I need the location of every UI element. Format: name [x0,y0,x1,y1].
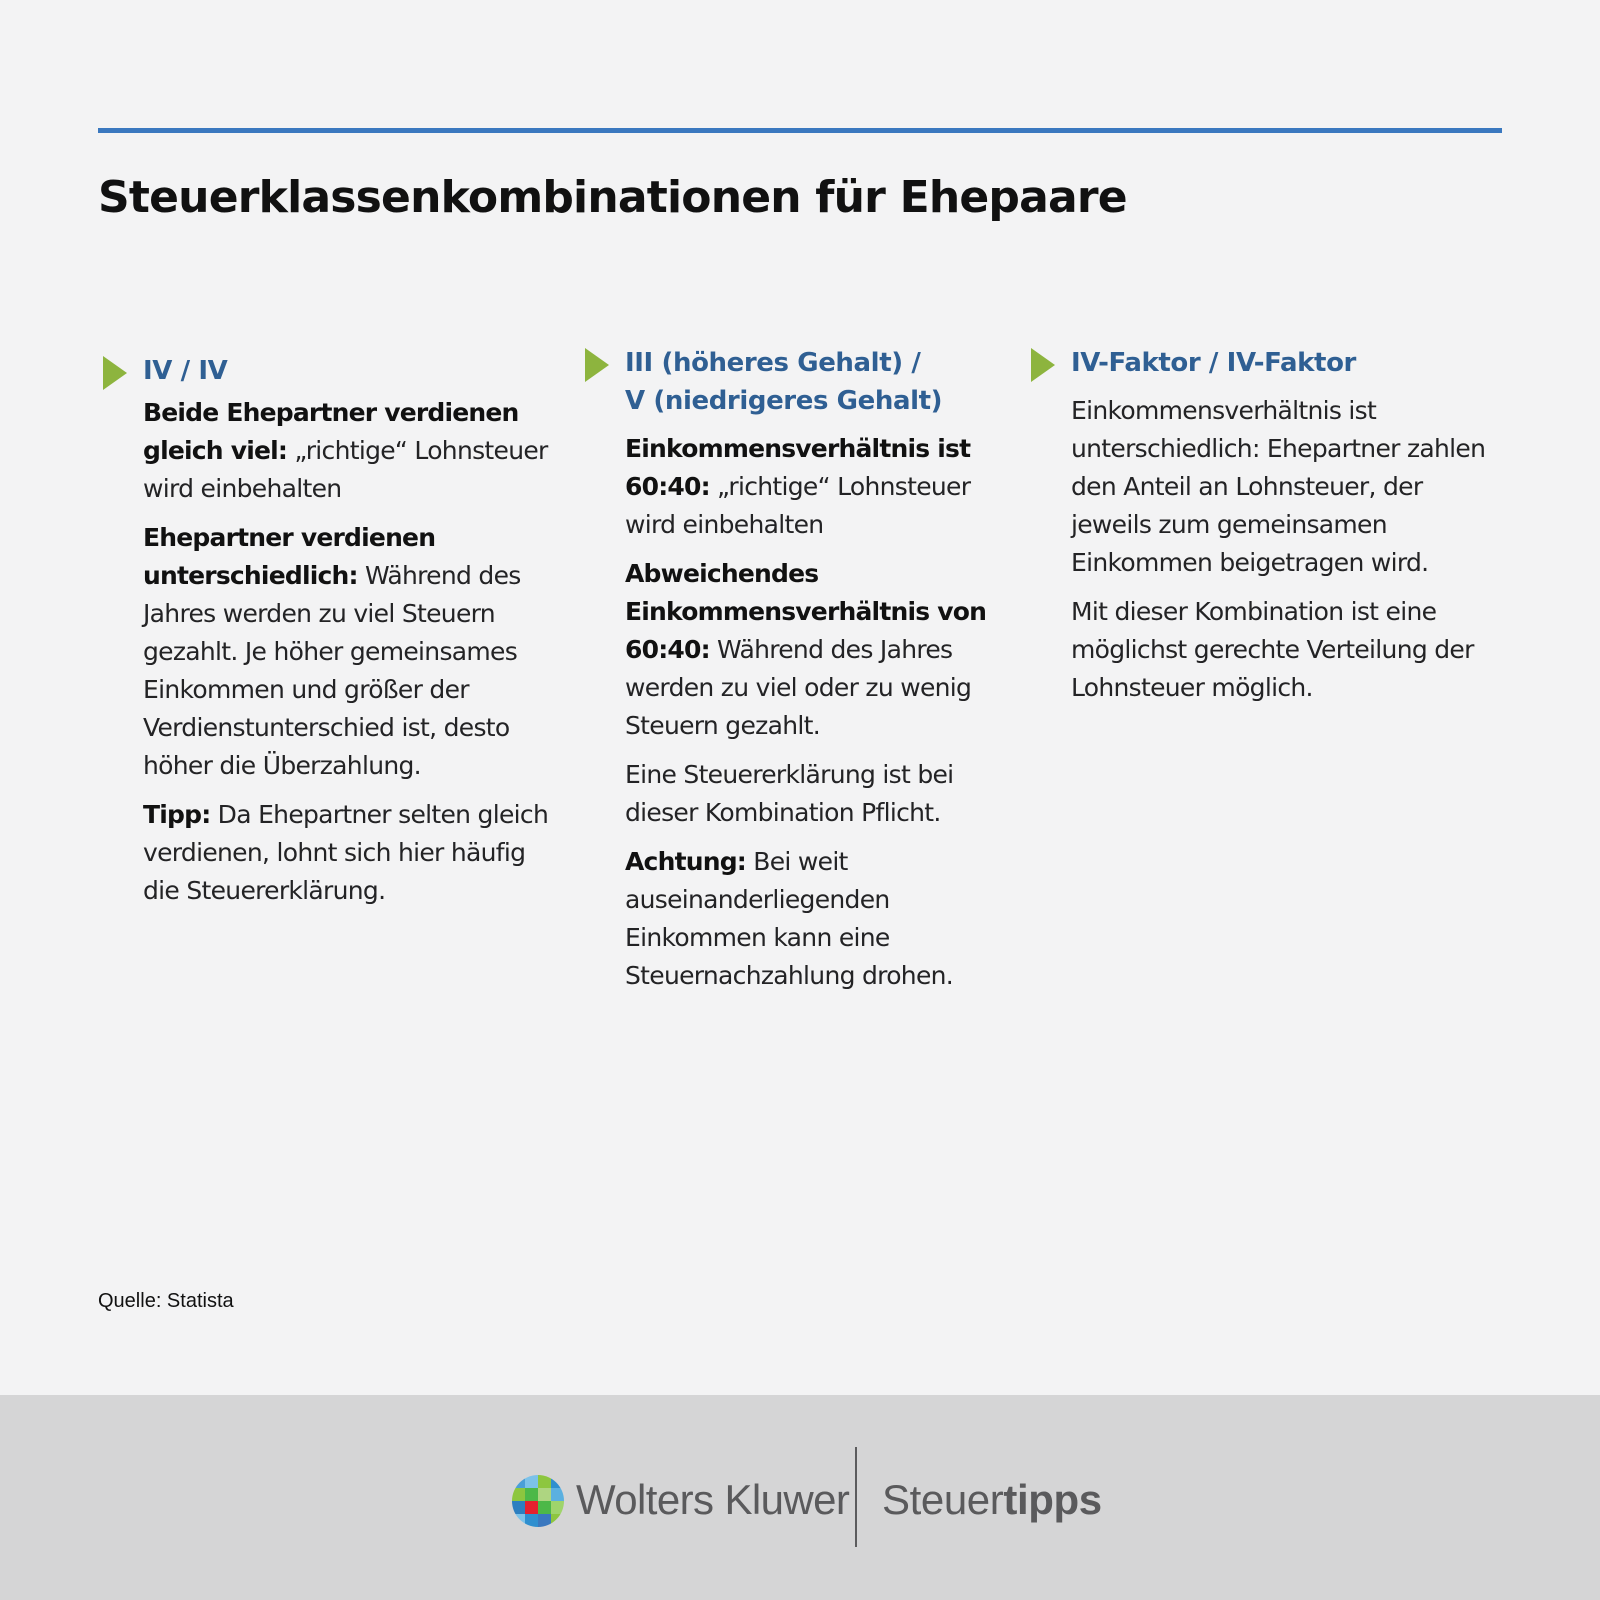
paragraph-text: Da Ehepartner selten gleich verdienen, lohnt sich hier häufig die Steuererklärung. [143,800,549,905]
paragraph-text: „richtige“ Lohnsteuer wird einbehalten [625,472,971,539]
wolters-kluwer-wordmark: Wolters Kluwer [576,1476,850,1523]
paragraph-text: Einkommensverhältnis ist unterschiedlich: Ehepartner zahlen den Anteil an Lohnsteuer, der jeweils zum gemeinsamen Einkommen beigetragen wird. [1071,396,1486,577]
triangle-arrow-icon [103,356,127,390]
column-paragraph [143,796,563,910]
column-paragraph [1071,392,1501,582]
paragraph-text: Bei weit auseinanderliegenden Einkommen kann eine Steuernachzahlung drohen. [625,847,954,990]
column-paragraph [625,555,1025,745]
column-paragraph [143,394,563,508]
paragraph-bold-lead: Ehepartner verdienen unterschiedlich: [143,523,436,590]
column-paragraph [625,756,1025,832]
paragraph-text: Während des Jahres werden zu viel oder zu wenig Steuern gezahlt. [625,635,972,740]
triangle-arrow-icon [585,348,609,382]
column-iv-faktor [1071,344,1501,718]
paragraph-bold-lead: Einkommensverhältnis ist 60:40: [625,434,971,501]
column-iv-iv [143,352,563,921]
page-title: Steuerklassenkombinationen für Ehepaare [98,172,1127,223]
column-heading: IV / IV [143,356,228,386]
steuertipps-bold: tipps [1003,1476,1102,1523]
paragraph-text: „richtige“ Lohnsteuer wird einbehalten [143,436,548,503]
paragraph-text: Mit dieser Kombination ist eine möglichst gerechte Verteilung der Lohnsteuer möglich. [1071,597,1474,702]
column-paragraph [625,430,1025,544]
triangle-arrow-icon [1031,348,1055,382]
column-paragraph [143,519,563,785]
steuertipps-light: Steuer [882,1476,1004,1523]
paragraph-bold-lead: Beide Ehepartner verdienen gleich viel: [143,398,519,465]
paragraph-text: Eine Steuererklärung ist bei dieser Kombination Pflicht. [625,760,954,827]
column-paragraph [1071,593,1501,707]
paragraph-text: Während des Jahres werden zu viel Steuern gezahlt. Je höher gemeinsames Einkommen und größer der Verdienstunterschied ist, desto höher die Überzahlung. [143,561,521,780]
paragraph-bold-lead: Abweichendes Einkommensverhältnis von 60:40: [625,559,987,664]
paragraph-bold-lead: Achtung: [625,847,747,876]
steuertipps-wordmark [882,1476,1102,1524]
top-accent-rule [98,128,1502,133]
column-paragraph [625,843,1025,995]
paragraph-bold-lead: Tipp: [143,800,211,829]
wolters-kluwer-logo-icon [512,1475,564,1527]
column-heading: III (höheres Gehalt) / V (niedrigeres Gehalt) [625,348,943,416]
source-note: Quelle: Statista [98,1290,234,1312]
column-heading: IV-Faktor / IV-Faktor [1071,348,1356,378]
column-iii-v [625,344,1025,1006]
logo-divider [855,1447,857,1547]
